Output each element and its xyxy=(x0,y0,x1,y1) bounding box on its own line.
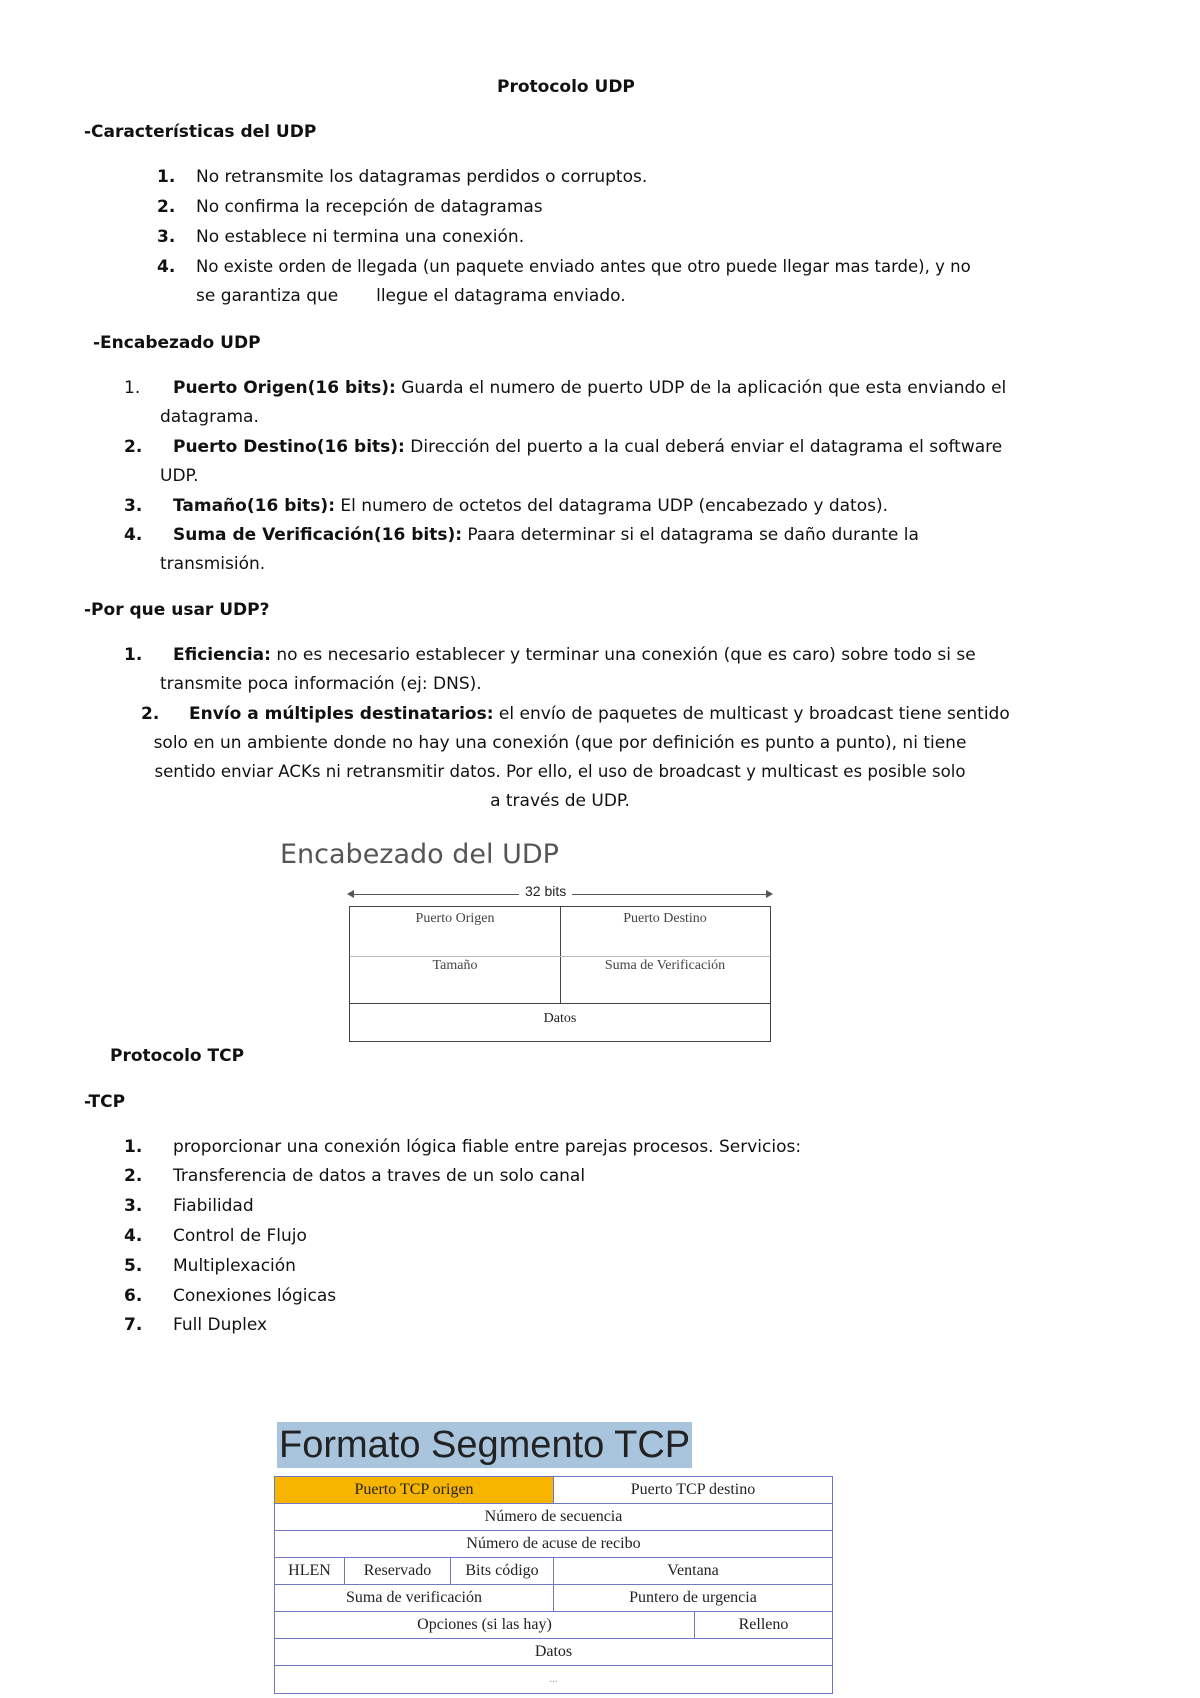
cell-puerto-tcp-origen: Puerto TCP origen xyxy=(275,1477,554,1503)
bits-label: 32 bits xyxy=(519,883,572,899)
list-item-text: el envío de paquetes de multicast y broadcast tiene sentido xyxy=(493,704,1010,724)
table-row xyxy=(275,1666,832,1693)
divider xyxy=(350,956,770,957)
list-number: 6. xyxy=(124,1286,143,1306)
list-item: Fiabilidad xyxy=(173,1196,254,1216)
cell-puerto-tcp-destino: Puerto TCP destino xyxy=(630,1481,756,1498)
list-item: Control de Flujo xyxy=(173,1226,307,1246)
list-number: 3. xyxy=(157,227,176,247)
cell-numero-secuencia: Número de secuencia xyxy=(484,1508,623,1525)
cell-bits-codigo: Bits código xyxy=(451,1558,554,1584)
list-number: 2. xyxy=(157,197,176,217)
list-number: 2. xyxy=(141,704,160,724)
list-number: 5. xyxy=(124,1256,143,1276)
list-number: 2. xyxy=(124,1166,143,1186)
bits-width-indicator xyxy=(349,883,771,901)
cell-ellipsis: ... xyxy=(549,1673,558,1685)
list-item-continuation: transmisión. xyxy=(160,554,266,574)
table-row xyxy=(275,1531,832,1558)
cell-datos: Datos xyxy=(543,1011,577,1026)
list-number: 4. xyxy=(124,1226,143,1246)
list-item xyxy=(173,436,1002,458)
udp-header-diagram xyxy=(349,906,771,1042)
list-number: 1. xyxy=(124,645,143,665)
list-item: proporcionar una conexión lógica fiable entre parejas procesos. Servicios: xyxy=(173,1137,802,1157)
cell-suma-verificacion: Suma de Verificación xyxy=(604,958,726,973)
list-item xyxy=(189,703,1010,725)
list-item-text: Guarda el numero de puerto UDP de la aplicación que esta enviando el xyxy=(395,378,1007,398)
list-item: Conexiones lógicas xyxy=(173,1286,337,1306)
tcp-segment-diagram xyxy=(274,1476,833,1694)
list-number: 2. xyxy=(124,437,143,457)
table-row xyxy=(275,1477,832,1504)
list-item-text: Paara determinar si el datagrama se daño durante la xyxy=(462,525,919,545)
cell-relleno: Relleno xyxy=(738,1616,789,1633)
list-item xyxy=(173,524,919,546)
cell-suma-verificacion: Suma de verificación xyxy=(275,1585,554,1611)
list-item-lead: Puerto Origen(16 bits): xyxy=(173,378,396,398)
section-title-tcp: Protocolo TCP xyxy=(110,1046,245,1066)
table-row xyxy=(275,1585,832,1612)
list-item-lead: Suma de Verificación(16 bits): xyxy=(173,525,463,545)
list-item xyxy=(173,495,888,517)
divider xyxy=(350,1003,770,1004)
cell-puntero-urgencia: Puntero de urgencia xyxy=(629,1589,757,1606)
cell-puerto-destino: Puerto Destino xyxy=(623,911,707,926)
list-item: Full Duplex xyxy=(173,1315,268,1335)
list-number: 3. xyxy=(124,1196,143,1216)
list-item-lead: Tamaño(16 bits): xyxy=(173,496,335,516)
list-item: No retransmite los datagramas perdidos o corruptos. xyxy=(196,167,648,187)
table-row xyxy=(275,1504,832,1531)
list-item: Multiplexación xyxy=(173,1256,296,1276)
list-item-lead: Eficiencia: xyxy=(173,645,271,665)
cell-reservado: Reservado xyxy=(345,1558,451,1584)
cell-puerto-origen: Puerto Origen xyxy=(415,911,495,926)
list-item: No establece ni termina una conexión. xyxy=(196,227,525,247)
list-item xyxy=(173,377,1006,399)
list-item-continuation: sentido enviar ACKs ni retransmitir datos. Por ello, el uso de broadcast y multicast es posible solo xyxy=(154,762,966,781)
list-item-lead: Envío a múltiples destinatarios: xyxy=(189,704,494,724)
cell-ventana: Ventana xyxy=(667,1562,719,1579)
cell-opciones: Opciones (si las hay) xyxy=(275,1612,695,1638)
list-item-text: Dirección del puerto a la cual deberá enviar el datagrama el software xyxy=(404,437,1003,457)
list-number: 4. xyxy=(157,257,176,277)
list-item-text: no es necesario establecer y terminar una conexión (que es caro) sobre todo si se xyxy=(270,645,976,665)
list-item-text: El numero de octetos del datagrama UDP (encabezado y datos). xyxy=(335,496,888,516)
cell-datos: Datos xyxy=(534,1643,573,1660)
tcp-figure-title: Formato Segmento TCP xyxy=(279,1424,691,1466)
list-item xyxy=(173,644,976,666)
list-item-continuation: UDP. xyxy=(160,466,199,486)
section-heading-caracteristicas: -Características del UDP xyxy=(84,122,317,142)
list-number: 1. xyxy=(124,1137,143,1157)
list-number: 1. xyxy=(124,378,141,398)
arrow-right-icon xyxy=(766,890,773,898)
arrow-left-icon xyxy=(347,890,354,898)
list-item-continuation: solo en un ambiente donde no hay una conexión (que por definición es punto a punto), ni tiene xyxy=(153,733,967,753)
section-heading-porque: -Por que usar UDP? xyxy=(84,600,270,620)
section-heading-encabezado: -Encabezado UDP xyxy=(93,333,261,353)
cell-hlen: HLEN xyxy=(275,1558,345,1584)
table-row xyxy=(275,1639,832,1666)
page-title: Protocolo UDP xyxy=(497,77,635,97)
cell-tamano: Tamaño xyxy=(432,958,478,973)
cell-numero-acuse: Número de acuse de recibo xyxy=(466,1535,641,1552)
list-item: No existe orden de llegada (un paquete enviado antes que otro puede llegar mas tarde), y no xyxy=(196,257,971,276)
list-number: 4. xyxy=(124,525,143,545)
udp-figure-title: Encabezado del UDP xyxy=(280,839,559,870)
list-item-continuation: a través de UDP. xyxy=(490,791,630,811)
list-item-continuation: transmite poca información (ej: DNS). xyxy=(160,674,482,694)
section-heading-tcp: -TCP xyxy=(84,1092,126,1112)
table-row xyxy=(275,1612,832,1639)
list-item-lead: Puerto Destino(16 bits): xyxy=(173,437,405,457)
list-item-continuation: datagrama. xyxy=(160,407,259,427)
list-number: 1. xyxy=(157,167,176,187)
table-row xyxy=(275,1558,832,1585)
list-number: 7. xyxy=(124,1315,143,1335)
list-number: 3. xyxy=(124,496,143,516)
list-item: Transferencia de datos a traves de un solo canal xyxy=(173,1166,586,1186)
list-item: No confirma la recepción de datagramas xyxy=(196,197,543,217)
list-item-continuation: se garantiza que llegue el datagrama enviado. xyxy=(196,286,626,306)
